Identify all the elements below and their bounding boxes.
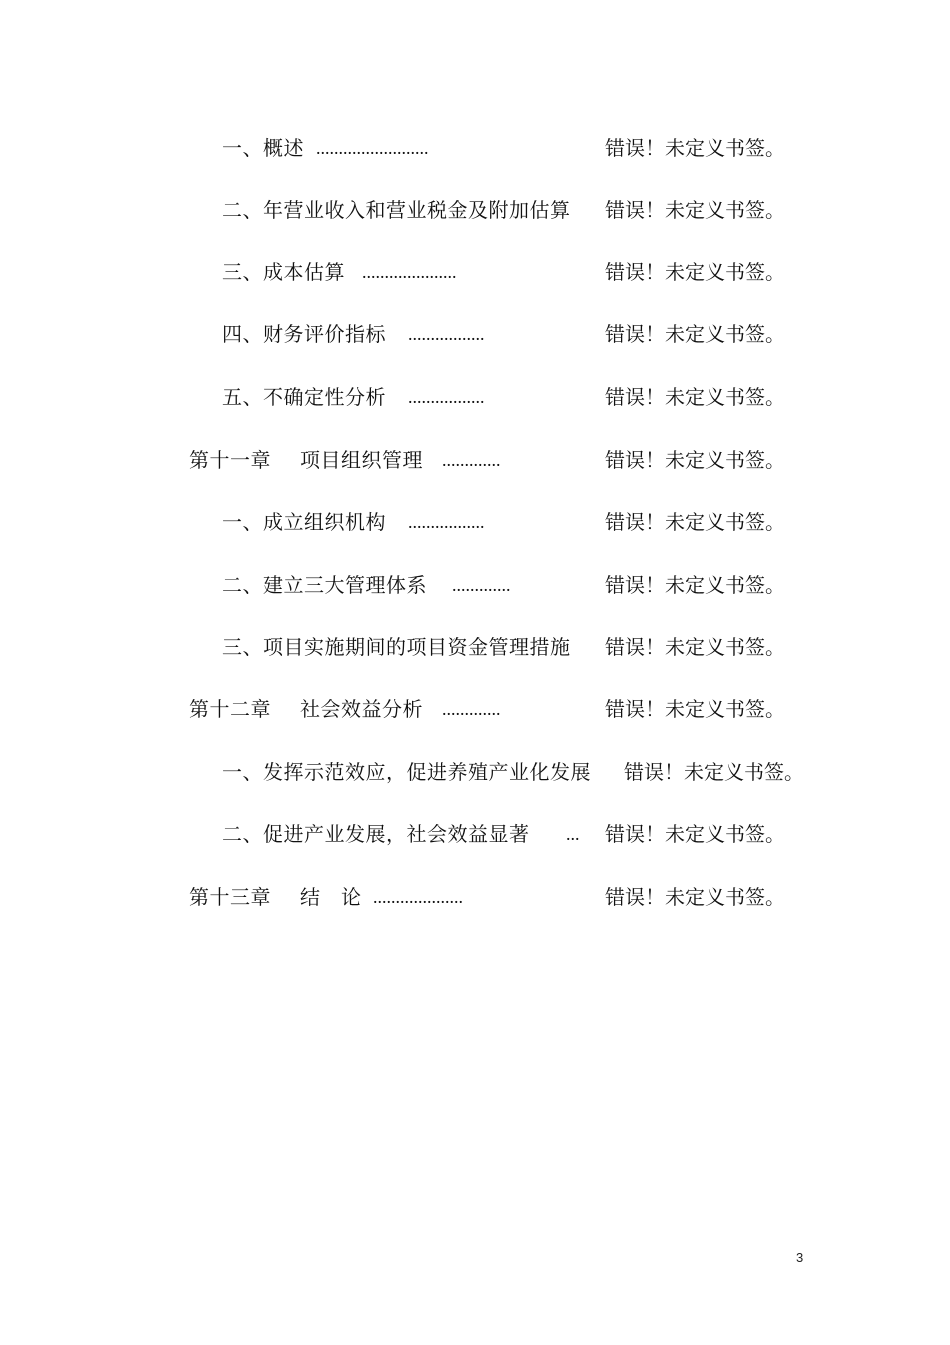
- toc-leader-dots: .............: [442, 699, 501, 719]
- toc-entry-title: 五、不确定性分析: [222, 385, 386, 409]
- toc-entry-title: 项目组织管理: [300, 448, 423, 472]
- toc-entry[interactable]: [0, 505, 950, 539]
- toc-chapter-number: 第十三章: [189, 885, 271, 909]
- toc-page-reference[interactable]: 错误！未定义书签。: [605, 448, 785, 472]
- toc-entry-title: 一、发挥示范效应，促进养殖产业化发展: [222, 760, 591, 784]
- toc-page-reference[interactable]: 错误！未定义书签。: [605, 322, 785, 346]
- toc-leader-dots: .........................: [316, 138, 429, 158]
- toc-entry[interactable]: [0, 255, 950, 289]
- toc-entry-title: 三、项目实施期间的项目资金管理措施: [222, 635, 571, 659]
- toc-leader-dots: .................: [408, 387, 485, 407]
- toc-entry[interactable]: [0, 630, 950, 664]
- toc-entry[interactable]: [0, 568, 950, 602]
- toc-leader-dots: .............: [452, 575, 511, 595]
- toc-page-reference[interactable]: 错误！未定义书签。: [605, 885, 785, 909]
- toc-entry-title: 一、概述: [222, 136, 304, 160]
- toc-page-reference[interactable]: 错误！未定义书签。: [624, 760, 804, 784]
- toc-entry-title: 二、建立三大管理体系: [222, 573, 427, 597]
- toc-entry[interactable]: [0, 817, 950, 851]
- toc-page-reference[interactable]: 错误！未定义书签。: [605, 822, 785, 846]
- toc-chapter-number: 第十一章: [189, 448, 271, 472]
- toc-leader-dots: .....................: [362, 262, 457, 282]
- toc-entry[interactable]: [0, 131, 950, 165]
- toc-page-reference[interactable]: 错误！未定义书签。: [605, 510, 785, 534]
- toc-entry-title: 三、成本估算: [222, 260, 345, 284]
- toc-entry[interactable]: [0, 193, 950, 227]
- toc-leader-dots: ....................: [373, 887, 463, 907]
- page-number: 3: [796, 1250, 804, 1265]
- toc-entry-title: 结 论: [300, 885, 362, 909]
- toc-entry-title: 四、财务评价指标: [222, 322, 386, 346]
- toc-entry[interactable]: [0, 380, 950, 414]
- toc-entry-title: 一、成立组织机构: [222, 510, 386, 534]
- toc-entry-title: 二、促进产业发展，社会效益显著: [222, 822, 530, 846]
- toc-leader-dots: ...: [566, 824, 580, 844]
- toc-chapter-entry[interactable]: [0, 692, 950, 726]
- toc-entry-title: 社会效益分析: [300, 697, 423, 721]
- toc-chapter-entry[interactable]: [0, 443, 950, 477]
- toc-page-reference[interactable]: 错误！未定义书签。: [605, 136, 785, 160]
- toc-page-reference[interactable]: 错误！未定义书签。: [605, 198, 785, 222]
- toc-page-reference[interactable]: 错误！未定义书签。: [605, 260, 785, 284]
- toc-page-reference[interactable]: 错误！未定义书签。: [605, 573, 785, 597]
- toc-page-reference[interactable]: 错误！未定义书签。: [605, 697, 785, 721]
- toc-leader-dots: .................: [408, 324, 485, 344]
- toc-entry-title: 二、年营业收入和营业税金及附加估算: [222, 198, 571, 222]
- toc-leader-dots: .................: [408, 512, 485, 532]
- toc-entry[interactable]: [0, 317, 950, 351]
- toc-page-reference[interactable]: 错误！未定义书签。: [605, 385, 785, 409]
- toc-page-reference[interactable]: 错误！未定义书签。: [605, 635, 785, 659]
- toc-leader-dots: .............: [442, 450, 501, 470]
- toc-chapter-entry[interactable]: [0, 880, 950, 914]
- toc-entry[interactable]: [0, 755, 950, 789]
- toc-chapter-number: 第十二章: [189, 697, 271, 721]
